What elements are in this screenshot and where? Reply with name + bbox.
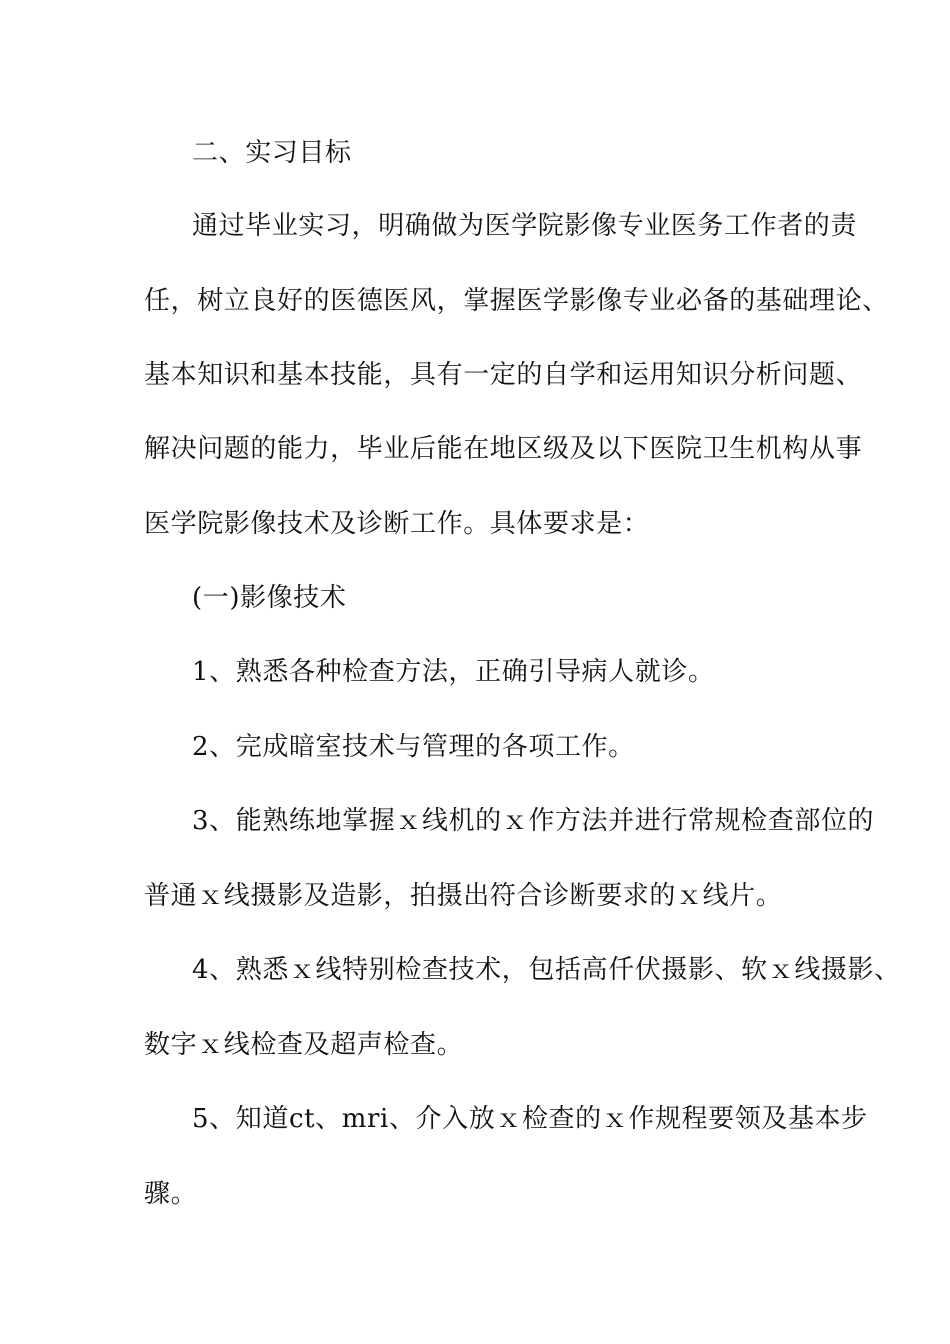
list-item-1: 1、熟悉各种检查方法，正确引导病人就诊。: [192, 657, 715, 687]
paragraph-line-4: 解决问题的能力，毕业后能在地区级及以下医院卫生机构从事: [144, 434, 863, 464]
paragraph-line-1: 通过毕业实习，明确做为医学院影像专业医务工作者的责: [192, 211, 858, 241]
list-item-5-line-1: 5、知道ct、mri、介入放ｘ检查的ｘ作规程要领及基本步: [192, 1104, 868, 1134]
list-item-4-line-2: 数字ｘ线检查及超声检查。: [144, 1030, 464, 1060]
list-item-3-line-2: 普通ｘ线摄影及造影，拍摄出符合诊断要求的ｘ线片。: [144, 881, 783, 911]
paragraph-line-5: 医学院影像技术及诊断工作。具体要求是：: [144, 509, 650, 539]
list-item-5-line-2: 骤。: [144, 1179, 198, 1209]
paragraph-line-2: 任，树立良好的医德医风，掌握医学影像专业必备的基础理论、: [144, 286, 889, 316]
list-item-4-line-1: 4、熟悉ｘ线特别检查技术，包括高仟伏摄影、软ｘ线摄影、: [192, 955, 901, 985]
paragraph-line-3: 基本知识和基本技能，具有一定的自学和运用知识分析问题、: [144, 360, 863, 390]
list-item-3-line-1: 3、能熟练地掌握ｘ线机的ｘ作方法并进行常规检查部位的: [192, 806, 875, 836]
list-item-2: 2、完成暗室技术与管理的各项工作。: [192, 732, 635, 762]
section-heading: 二、实习目标: [192, 138, 352, 168]
subsection-heading: (一)影像技术: [192, 583, 347, 613]
